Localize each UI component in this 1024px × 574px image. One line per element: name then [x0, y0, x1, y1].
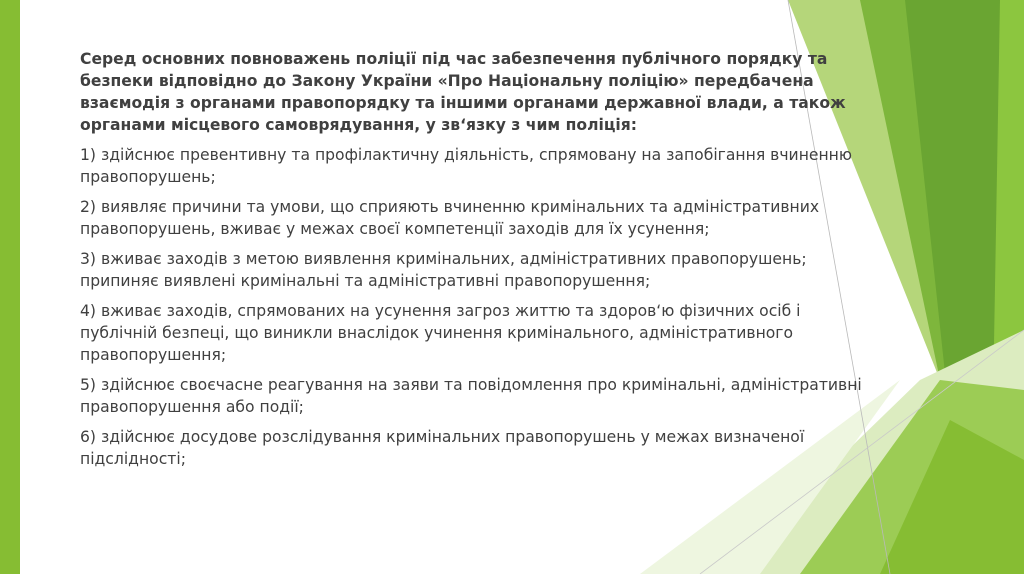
- list-item-1: 1) здійснює превентивну та профілактичну діяльність, спрямовану на запобігання вчиненню правопорушень;: [80, 146, 852, 186]
- list-item-4: 4) вживає заходів, спрямованих на усунення загроз життю та здоров‘ю фізичних осіб і публічній безпеці, що виникли внаслідок учинення кримінального, адміністративного правопорушення;: [80, 302, 801, 364]
- slide-text: [80, 48, 870, 478]
- intro-paragraph: Серед основних повноважень поліції під час забезпечення публічного порядку та безпеки відповідно до Закону України «Про Національну поліцію» передбачена взаємодія з органами правопорядку та іншими органами державної влади, а також органами місцевого самоврядування, у зв‘язку з чим поліція:: [80, 50, 846, 134]
- list-item-5: 5) здійснює своєчасне реагування на заяви та повідомлення про кримінальні, адміністративні правопорушення або події;: [80, 376, 862, 416]
- list-item-6: 6) здійснює досудове розслідування кримінальних правопорушень у межах визначеної підслідності;: [80, 428, 805, 468]
- list-item-2: 2) виявляє причини та умови, що сприяють вчиненню кримінальних та адміністративних правопорушень, вживає у межах своєї компетенції заходів для їх усунення;: [80, 198, 820, 238]
- list-item-3: 3) вживає заходів з метою виявлення кримінальних, адміністративних правопорушень; припиняє виявлені кримінальні та адміністративні правопорушення;: [80, 250, 807, 290]
